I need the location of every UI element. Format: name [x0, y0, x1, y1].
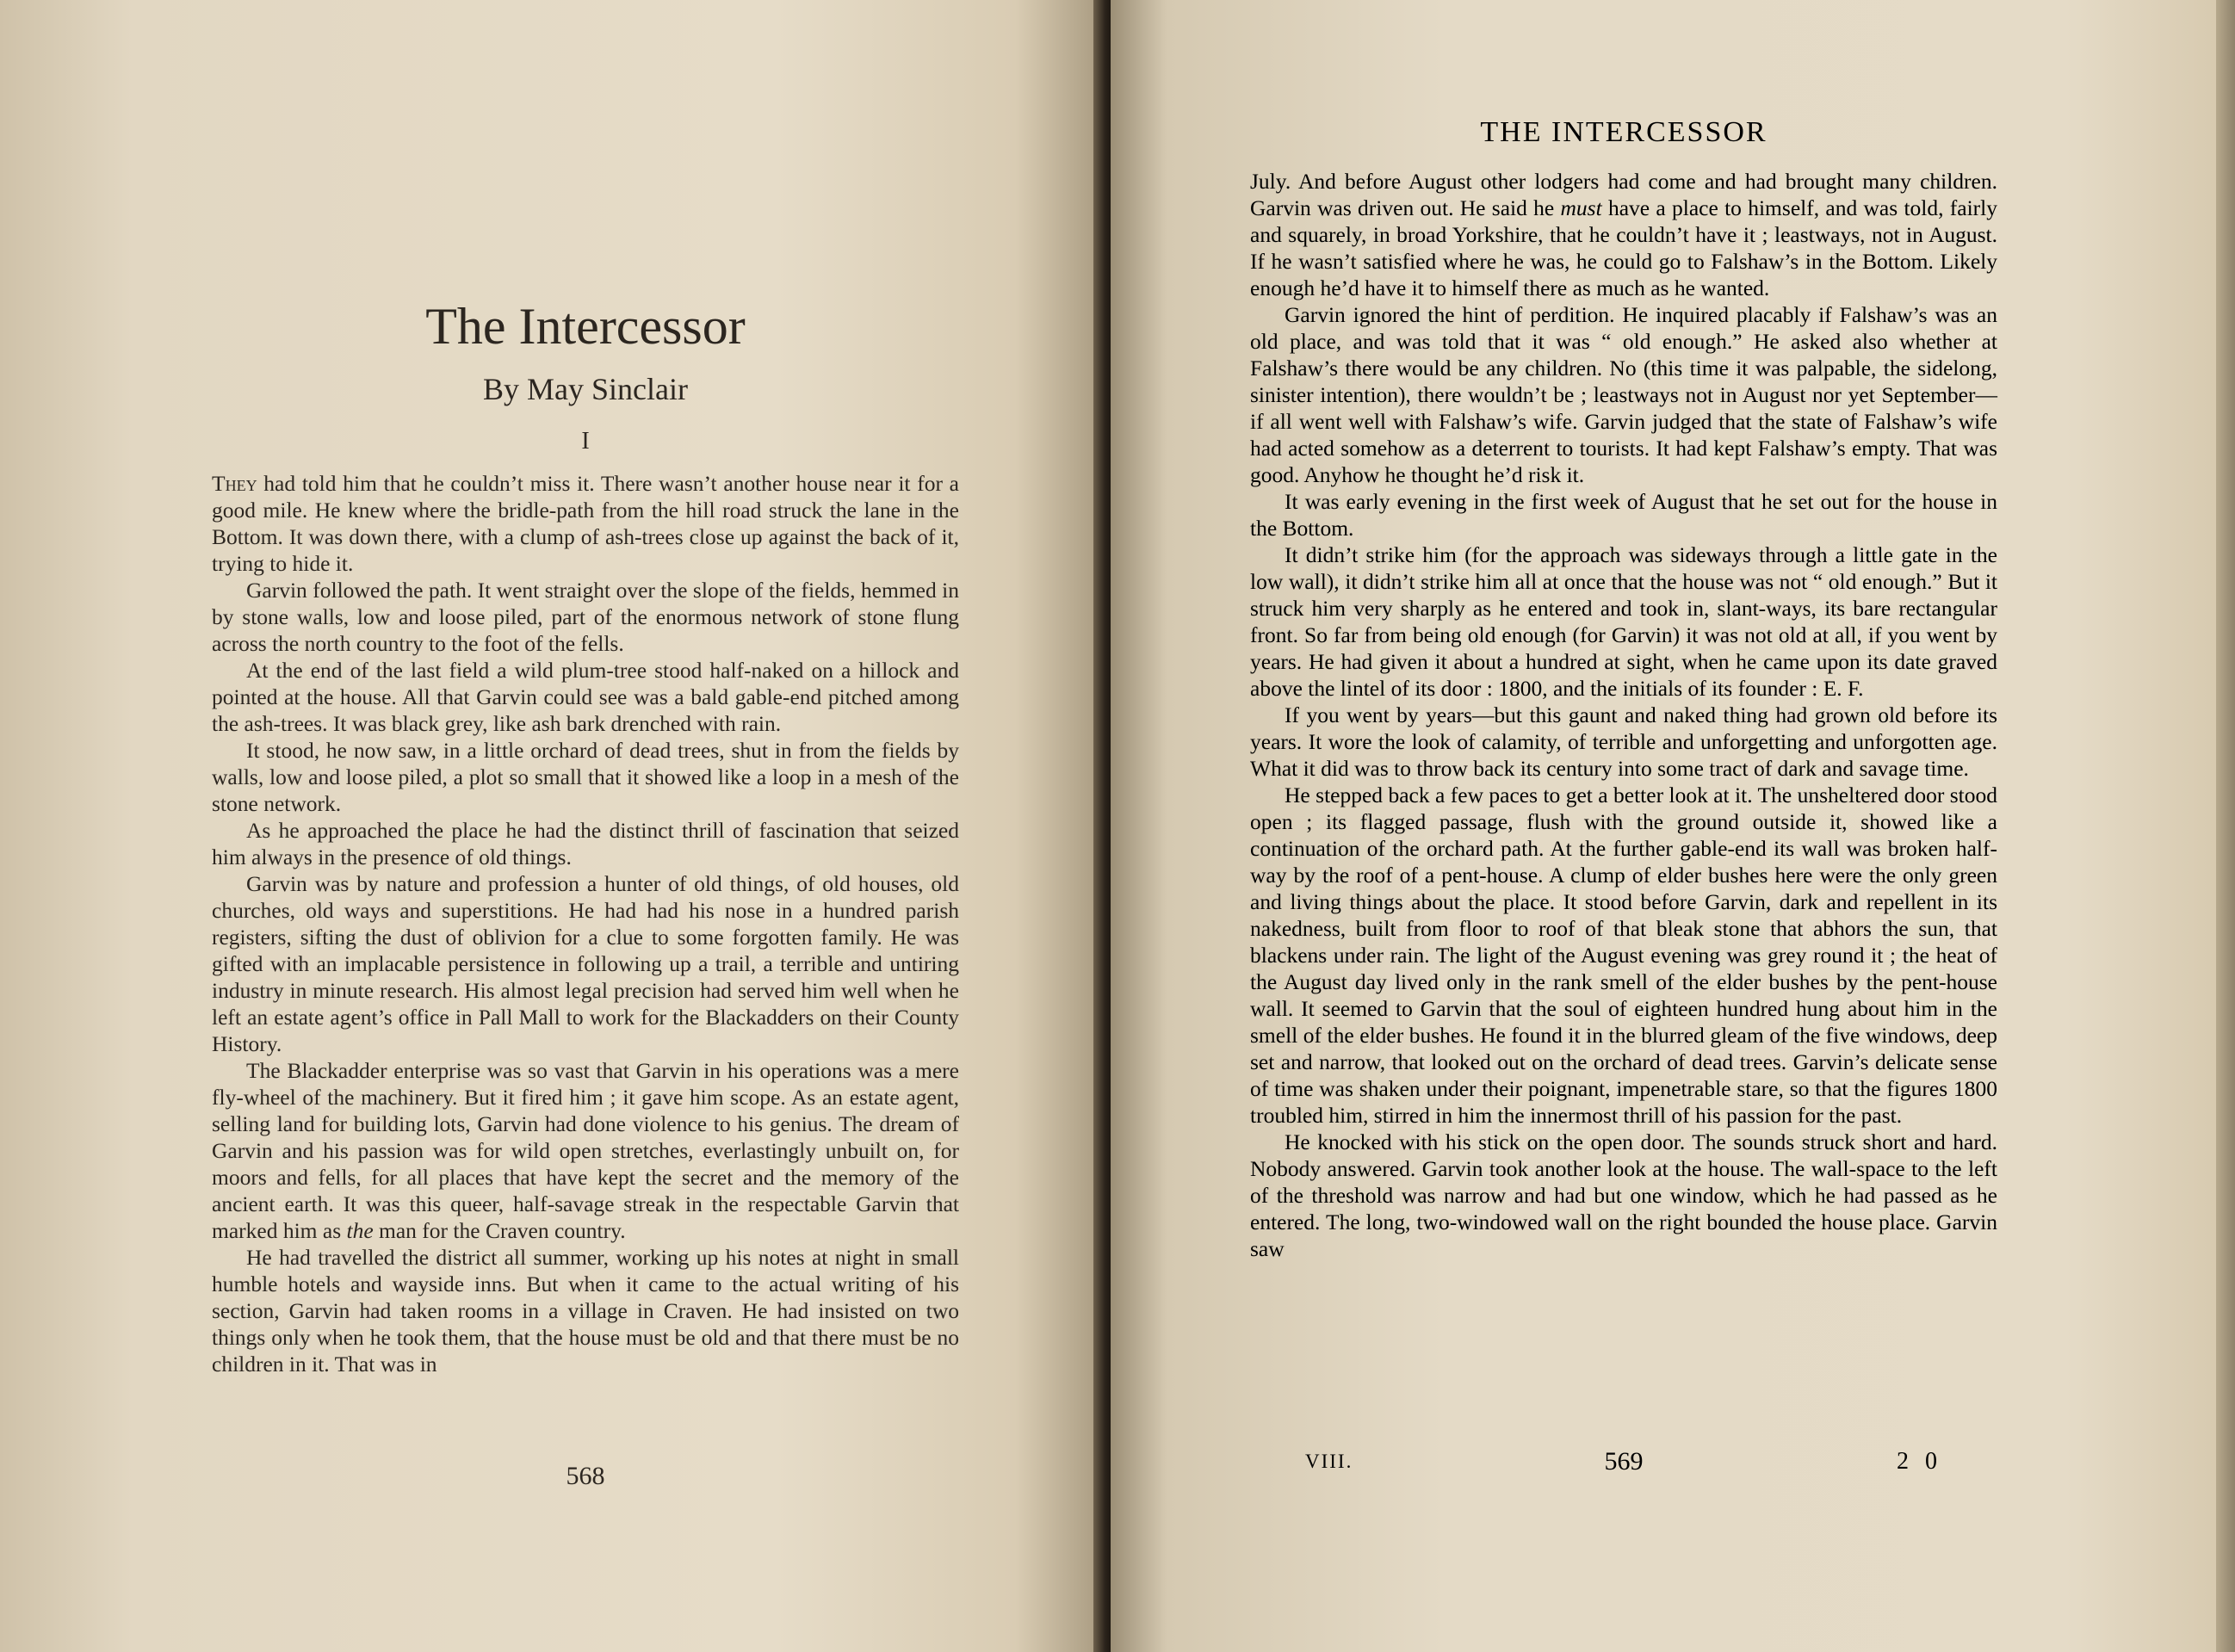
paragraph: The Blackadder enterprise was so vast that Garvin in his operations was a mere fly-wheel of the machinery. But it fired him ; it gave him scope. As an estate agent, selling land for building lots, Garvin had done violence to his genius. The dream of Garvin and his passion was for wild open stretches, everlastingly unbuilt on, for moors and fells, for all places that have kept the secret and the memory of the ancient earth. It was this queer, half-savage streak in the respectable Garvin that marked him as the man for the Craven country. — [212, 1058, 959, 1243]
paragraph: Garvin followed the path. It went straight over the slope of the fields, hemmed in by stone walls, low and loose piled, part of the enormous network of stone flung across the north country to the foot of the fells. — [212, 578, 959, 656]
paragraph: He knocked with his stick on the open door. The sounds struck short and hard. Nobody answered. Garvin took another look at the house. The wall-space to the left of the threshold was narrow and had but one window, which he had passed as he entered. The long, two-windowed wall on the right bounded the house place. Garvin saw — [1250, 1129, 1997, 1261]
page-number-left: 568 — [566, 1462, 605, 1490]
paragraph: Garvin was by nature and profession a hunter of old things, of old houses, old churches, old ways and superstitions. He had had his nose in a hundred parish registers, sifting the dust of oblivion for a clue to some forgotten family. He was gifted with an implacable persistence in following up a trail, a terrible and untiring industry in minute research. His almost legal precision had served him well when he left an estate agent’s office in Pall Mall to work for the Blackadders on their County History. — [212, 871, 959, 1056]
paragraph: If you went by years—but this gaunt and naked thing had grown old before its years. It wore the look of calamity, of terrible and unforgetting and unforgotten age. What it did was to throw back its century into some tract of dark and savage time. — [1250, 702, 1997, 781]
page-number-right: 569 — [1604, 1447, 1644, 1476]
paragraph: He stepped back a few paces to get a better look at it. The unsheltered door stood open ; its flagged passage, flush with the ground outside it, showed like a continuation of the orchard path. At the further gable-end its wall was broken half-way by the roof of a pent-house. A clump of elder bushes here were the only green and living things about the place. It stood before Garvin, dark and repellent in its nakedness, built from floor to roof of that bleak stone that abhors the sun, that blackens under rain. The light of the August evening was grey round it ; the heat of the August day lived only in the rank smell of the elder bushes by the pent-house wall. It seemed to Garvin that the soul of eighteen hundred hung about him in the smell of the elder bushes. He found it in the blurred gleam of the five windows, deep set and narrow, that looked out on the orchard of dead trees. Garvin’s delicate sense of time was shaken under their poignant, impenetrable stare, so that the figures 1800 troubled him, stirred in him the innermost thrill of his passion for the past. — [1250, 783, 1997, 1128]
paragraph: July. And before August other lodgers had come and had brought many children. Garvin was driven out. He said he must have a place to himself, and was told, fairly and squarely, in broad Yorkshire, that he couldn’t have it ; leastways, not in August. If he wasn’t satisfied where he was, he could go to Falshaw’s in the Bottom. Likely enough he’d have it to himself there as much as he wanted. — [1250, 169, 1997, 300]
paragraph: It stood, he now saw, in a little orchard of dead trees, shut in from the fields by walls, low and loose piled, a plot so small that it showed like a loop in a mesh of the stone network. — [212, 738, 959, 816]
right-page-footer — [1250, 1446, 1997, 1477]
volume-signature: VIII. — [1305, 1451, 1353, 1472]
story-title: The Intercessor — [425, 298, 746, 355]
paragraph: At the end of the last field a wild plum-tree stood half-naked on a hillock and pointed at the house. All that Garvin could see was a bald gable-end pitched among the ash-trees. It was black grey, like ash bark drenched with rain. — [212, 658, 959, 736]
paragraph: He had travelled the district all summer, working up his notes at night in small humble hotels and wayside inns. But when it came to the actual writing of his section, Garvin had taken rooms in a village in Craven. He had insisted on two things only when he took them, that the house must be old and that there must be no children in it. That was in — [212, 1245, 959, 1377]
left-text-column — [212, 470, 959, 1377]
gathering-signature: 2 0 — [1897, 1448, 1942, 1475]
opening-word: They — [212, 471, 257, 496]
paragraph: As he approached the place he had the distinct thrill of fascination that seized him always in the presence of old things. — [212, 818, 959, 869]
emphasis: must — [1560, 195, 1602, 220]
page-edge — [2216, 0, 2235, 1652]
section-number: I — [581, 428, 590, 455]
left-page — [0, 0, 1104, 1652]
emphasis: the — [346, 1218, 374, 1243]
paragraph: It didn’t strike him (for the approach was sideways through a little gate in the low wall), it didn’t strike him all at once that the house was not “ old enough.” But it struck him very sharply as he entered and took in, slant-ways, its bare rectangular front. So far from being old enough (for Garvin) it was not old at all, if you went by years. He had given it about a hundred at sight, when he came upon its date graved above the lintel of its door : 1800, and the initials of its founder : E. F. — [1250, 542, 1997, 701]
paragraph: They had told him that he couldn’t miss it. There wasn’t another house near it for a good mile. He knew where the bridle-path from the hill road struck the lane in the Bottom. It was down there, with a clump of ash-trees close up against the back of it, trying to hide it. — [212, 471, 959, 576]
paragraph: Garvin ignored the hint of perdition. He inquired placably if Falshaw’s was an old place, and was told that it was “ old enough.” He asked also whether at Falshaw’s there would be any children. No (this time it was palpable, the sidelong, sinister intention), there wouldn’t be ; leastways not in August nor yet September—if all went well with Falshaw’s wife. Garvin judged that the state of Falshaw’s wife had acted somehow as a deterrent to tourists. It had kept Falshaw’s empty. That was good. Anyhow he thought he’d risk it. — [1250, 302, 1997, 487]
author-byline: By May Sinclair — [483, 372, 688, 406]
right-text-column — [1250, 168, 1997, 1262]
running-head: THE INTERCESSOR — [1480, 116, 1768, 148]
paragraph: It was early evening in the first week of August that he set out for the house in the Bottom. — [1250, 489, 1997, 541]
